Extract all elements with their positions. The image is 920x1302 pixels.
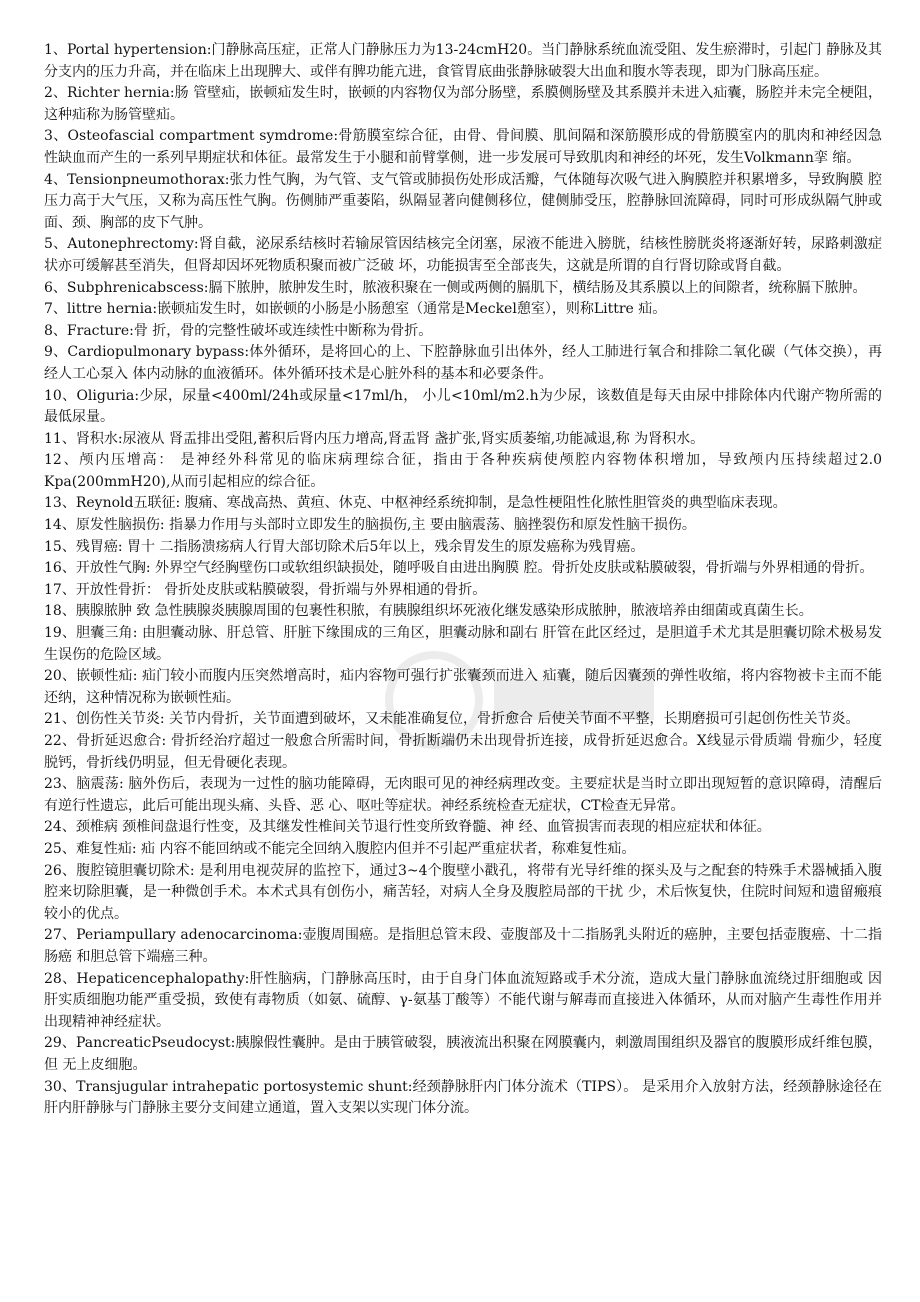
entry-term: 脑震荡: <box>76 776 124 793</box>
entry-10 <box>44 386 882 429</box>
entry-definition: 膈下脓肿，脓肿发生时，脓液积聚在一侧或两侧的膈肌下，横结肠及其系膜以上的间隙者，统称膈下脓肿。 <box>208 279 867 296</box>
entry-number: 19、 <box>44 625 77 642</box>
entry-number: 3、 <box>44 128 68 145</box>
entry-definition: 骨折处皮肤或粘膜破裂，骨折端与外界相通的骨折。 <box>159 581 487 598</box>
entry-number: 8、 <box>44 322 67 339</box>
entry-term: Hepaticencephalopathy: <box>76 970 250 987</box>
entry-number: 7、 <box>44 301 67 318</box>
entry-definition: 由胆囊动脉、肝总管、肝脏下缘围成的三角区，胆囊动脉和副右 肝管在此区经过，是胆道手术尤其是胆囊切除术极易发生误伤的危险区域。 <box>44 625 882 663</box>
entry-definition: 是神经外科常见的临床病理综合征，指由于各种疾病使颅腔内容物体积增加，导致颅内压持续超过2.0 Kpa(200mmH20),从而引起相应的综合征。 <box>44 452 883 490</box>
entry-number: 22、 <box>44 733 77 749</box>
entry-number: 25、 <box>44 840 76 857</box>
entry-term: Autonephrectomy: <box>67 236 199 253</box>
entry-definition: 体外循环，是将回心的上、下腔静脉血引出体外，经人工肺进行氧合和排除二氧化碳（气体交换），再经人工心泵入 体内动脉的血液循环。体外循环技术是心脏外科的基本和必要条件。 <box>44 344 882 382</box>
entry-6 <box>44 278 882 300</box>
entry-definition: 疝 内容不能回纳或不能完全回纳入腹腔内但并不引起严重症状者，称难复性疝。 <box>136 840 636 857</box>
entry-term: Cardiopulmonary bypass: <box>67 344 250 361</box>
entry-term: 颅内压增高： <box>79 452 175 469</box>
entry-definition: 致 急性胰腺炎胰腺周围的包裹性积脓，有胰腺组织坏死液化继发感染形成脓肿，脓液培养由细菌或真菌生长。 <box>131 603 813 620</box>
entry-term: 肾积水: <box>75 430 123 447</box>
entry-term: Portal hypertension: <box>66 42 212 58</box>
entry-term: Tensionpneumothorax: <box>67 171 230 188</box>
entry-number: 6、 <box>44 279 67 296</box>
entry-number: 23、 <box>44 776 77 793</box>
entry-definition: 肾自截，泌尿系结核时若输尿管因结核完全闭塞，尿液不能进入膀胱，结核性膀胱炎将逐渐好转，尿路刺激症状亦可缓解甚至消失，但肾却因坏死物质积聚而被广泛破 坏，功能损害至全部丧失，这就是所谓的自行肾切除或肾自截。 <box>44 236 882 274</box>
entry-number: 1、 <box>44 42 67 58</box>
entry-1 <box>44 40 882 83</box>
entry-term: 残胃癌: <box>75 538 123 555</box>
entry-definition: 疝门较小而腹内压突然增高时，疝内容物可强行扩张囊颈而进入 疝囊，随后因囊颈的弹性收缩，将内容物被卡主而不能还纳，这种情况称为嵌顿性疝。 <box>44 668 882 706</box>
entry-number: 15、 <box>44 538 76 555</box>
entry-term: 开放性骨折： <box>75 581 160 598</box>
entry-number: 24、 <box>44 819 76 836</box>
entry-number: 16、 <box>44 560 76 577</box>
entry-14 <box>44 515 882 537</box>
entry-number: 26、 <box>44 862 77 879</box>
entry-29 <box>44 1033 882 1076</box>
entry-definition: 骨折经治疗超过一般愈合所需时间，骨折断端仍未出现骨折连接，成骨折延迟愈合。X线显示骨质端 骨痂少，轻度脱钙，骨折线仍明显，但无骨硬化表现。 <box>44 733 882 771</box>
entry-28 <box>44 969 882 1034</box>
entry-9 <box>44 342 882 385</box>
entry-7 <box>44 299 882 321</box>
entry-30 <box>44 1077 882 1120</box>
entry-22 <box>44 731 882 774</box>
entry-definition: 嵌顿疝发生时，如嵌顿的小肠是小肠憩室（通常是Meckel憩室），则称Littre 疝。 <box>157 301 667 318</box>
entry-3 <box>44 126 882 169</box>
entry-definition: 外界空气经胸壁伤口或软组织缺损处，随呼吸自由进出胸膜 腔。骨折处皮肤或粘膜破裂，骨折端与外界相通的骨折。 <box>150 560 874 577</box>
entry-definition: 肝性脑病，门静脉高压时，由于自身门体血流短路或手术分流，造成大量门静脉血流绕过肝细胞或 因肝实质细胞功能严重受损，致使有毒物质（如氨、硫醇、γ-氨基丁酸等）不能代谢与解毒而直接进入体循环，从而对脑产生毒性作用并出现精神神经症状。 <box>44 970 882 1030</box>
entry-term: littre hernia: <box>66 301 158 318</box>
entry-definition: 经颈静脉肝内门体分流术（TIPS）。 是采用介入放射方法，经颈静脉途径在肝内肝静脉与门静脉主要分支间建立通道，置入支架以实现门体分流。 <box>44 1078 883 1117</box>
entry-definition: 颈椎间盘退行性变，及其继发性椎间关节退行性变所致脊髓、神 经、血管损害而表现的相应症状和体征。 <box>117 819 771 836</box>
entry-8 <box>44 321 882 343</box>
entry-2 <box>44 83 882 126</box>
entry-definition: 少尿，尿量<400ml/24h或尿量<17ml/h， 小儿<10ml/m2.h为少尿，该数值是每天由尿中排除体内代谢产物所需的最低尿量。 <box>44 387 882 426</box>
entry-term: 原发性脑损伤: <box>75 517 165 534</box>
entry-number: 21、 <box>44 711 76 728</box>
entry-24 <box>44 817 882 839</box>
entry-definition: 张力性气胸，为气管、支气管或肺损伤处形成活瓣，气体随每次吸气进入胸膜腔并积累增多，导致胸膜 腔压力高于大气压，又称为高压性气胸。伤侧肺严重萎陷，纵隔显著向健侧移位，健侧肺受压，腔静脉回流障碍，同时可形成纵隔气肿或面、颈、胸部的皮下气肿。 <box>44 171 882 231</box>
entry-number: 10、 <box>44 387 77 404</box>
entry-number: 17、 <box>44 581 76 598</box>
entry-term: 胆囊三角: <box>76 625 138 642</box>
entry-25 <box>44 839 882 861</box>
entry-17 <box>44 580 882 602</box>
entry-term: 颈椎病 <box>75 819 118 836</box>
entry-number: 20、 <box>44 668 77 685</box>
entry-term: 创伤性关节炎: <box>75 711 165 728</box>
entry-number: 27、 <box>44 927 77 944</box>
entry-number: 5、 <box>44 236 68 253</box>
entry-number: 12、 <box>44 452 80 469</box>
entry-definition: 骨 折，骨的完整性破坏或连续性中断称为骨折。 <box>133 322 433 339</box>
entry-23 <box>44 774 882 817</box>
entry-15 <box>44 537 882 559</box>
entry-number: 28、 <box>44 970 77 987</box>
entry-number: 4、 <box>44 171 68 188</box>
entry-definition: 胰腺假性囊肿。是由于胰管破裂，胰液流出积聚在网膜囊内，刺激周围组织及器官的腹膜形成纤维包膜，但 无上皮细胞。 <box>44 1035 882 1073</box>
entry-definition: 骨筋膜室综合征，由骨、骨间膜、肌间隔和深筋膜形成的骨筋膜室内的肌肉和神经因急 性缺血而产生的一系列早期症状和体征。最常发生于小腿和前臂掌侧，进一步发展可导致肌肉和神经的坏死，发生Volkmann挛 缩。 <box>44 128 882 166</box>
entry-number: 29、 <box>44 1035 76 1052</box>
entry-term: PancreaticPseudocyst: <box>75 1035 236 1052</box>
entry-number: 14、 <box>44 517 76 534</box>
entry-20 <box>44 666 882 709</box>
entry-definition: 门静脉高压症，正常人门静脉压力为13-24cmH20。当门静脉系统血流受阻、发生瘀滞时，引起门 静脉及其分支内的压力升高，并在临床上出现脾大、或伴有脾功能亢进，食管胃底曲张静脉破裂大出血和腹水等表现，即为门脉高压症。 <box>44 42 882 80</box>
entry-number: 13、 <box>44 495 76 512</box>
entry-number: 11、 <box>44 430 76 447</box>
entry-definition: 腹痛、寒战高热、黄疸、休克、中枢神经系统抑制，是急性梗阻性化脓性胆管炎的典型临床表现。 <box>180 495 787 512</box>
entry-27 <box>44 925 882 968</box>
entry-5 <box>44 234 882 277</box>
entry-definition: 尿液从 肾盂排出受阻,蓄积后肾内压力增高,肾盂肾 盏扩张,肾实质萎缩,功能减退,称 为肾积水。 <box>122 430 705 447</box>
entry-definition: 胃十 二指肠溃疡病人行胃大部切除术后5年以上，残余胃发生的原发癌称为残胃癌。 <box>122 538 645 555</box>
entry-13 <box>44 493 882 515</box>
entry-definition: 壶腹周围癌。是指胆总管末段、壶腹部及十二指肠乳头附近的癌肿，主要包括壶腹癌、十二指肠癌 和胆总管下端癌三种。 <box>44 927 882 965</box>
entry-term: 胰腺脓肿 <box>75 603 132 620</box>
entry-definition: 关节内骨折，关节面遭到破坏，又未能准确复位，骨折愈合 后使关节面不平整，长期磨损可引起创伤性关节炎。 <box>164 711 860 728</box>
document-body <box>44 40 882 1120</box>
entry-19 <box>44 623 882 666</box>
entry-term: Transjugular intrahepatic portosystemic shunt: <box>76 1078 413 1095</box>
entry-12 <box>44 450 882 493</box>
entry-term: 骨折延迟愈合: <box>76 733 167 749</box>
entry-term: Oliguria: <box>76 387 140 404</box>
entry-16 <box>44 558 882 580</box>
entry-term: Reynold五联征: <box>75 495 181 512</box>
entry-term: 难复性疝: <box>75 840 137 857</box>
entry-term: Richter hernia: <box>67 85 175 102</box>
entry-11 <box>44 429 882 451</box>
entry-term: 腹腔镜胆囊切除术: <box>76 862 195 879</box>
entry-number: 18、 <box>44 603 76 620</box>
entry-21 <box>44 709 882 731</box>
entry-term: Subphrenicabscess: <box>66 279 209 296</box>
entry-26 <box>44 861 882 926</box>
entry-term: Osteofascial compartment symdrome: <box>67 128 339 145</box>
entry-definition: 是利用电视荧屏的监控下，通过3~4个腹壁小戳孔，将带有光导纤维的探头及与之配套的特殊手术器械插入腹腔来切除胆囊，是一种微创手术。本术式具有创伤小，痛苦轻，对病人全身及腹腔局部的干扰 少，术后恢复快，住院时间短和遗留瘢痕较小的优点。 <box>44 862 882 922</box>
entry-term: Fracture: <box>66 322 134 339</box>
entry-definition: 肠 管壁疝，嵌顿疝发生时，嵌顿的内容物仅为部分肠壁，系膜侧肠壁及其系膜并未进入疝囊，肠腔并未完全梗阻，这种疝称为肠管壁疝。 <box>44 85 882 123</box>
entry-18 <box>44 601 882 623</box>
entry-term: Periampullary adenocarcinoma: <box>76 927 303 944</box>
entry-definition: 脑外伤后，表现为一过性的脑功能障碍，无肉眼可见的神经病理改变。主要症状是当时立即出现短暂的意识障碍，清醒后有逆行性遗忘，此后可能出现头痛、头昏、恶 心、呕吐等症状。神经系统检查无症状，CT检查无异常。 <box>44 776 882 814</box>
entry-number: 2、 <box>44 85 68 102</box>
entry-term: 嵌顿性疝: <box>76 668 138 685</box>
entry-term: 开放性气胸: <box>75 560 151 577</box>
entry-definition: 指暴力作用与头部时立即发生的脑损伤,主 要由脑震荡、脑挫裂伤和原发性脑干损伤。 <box>164 517 696 534</box>
entry-4 <box>44 170 882 235</box>
entry-number: 9、 <box>44 344 68 361</box>
entry-number: 30、 <box>44 1078 77 1095</box>
entry-list <box>44 40 882 1120</box>
